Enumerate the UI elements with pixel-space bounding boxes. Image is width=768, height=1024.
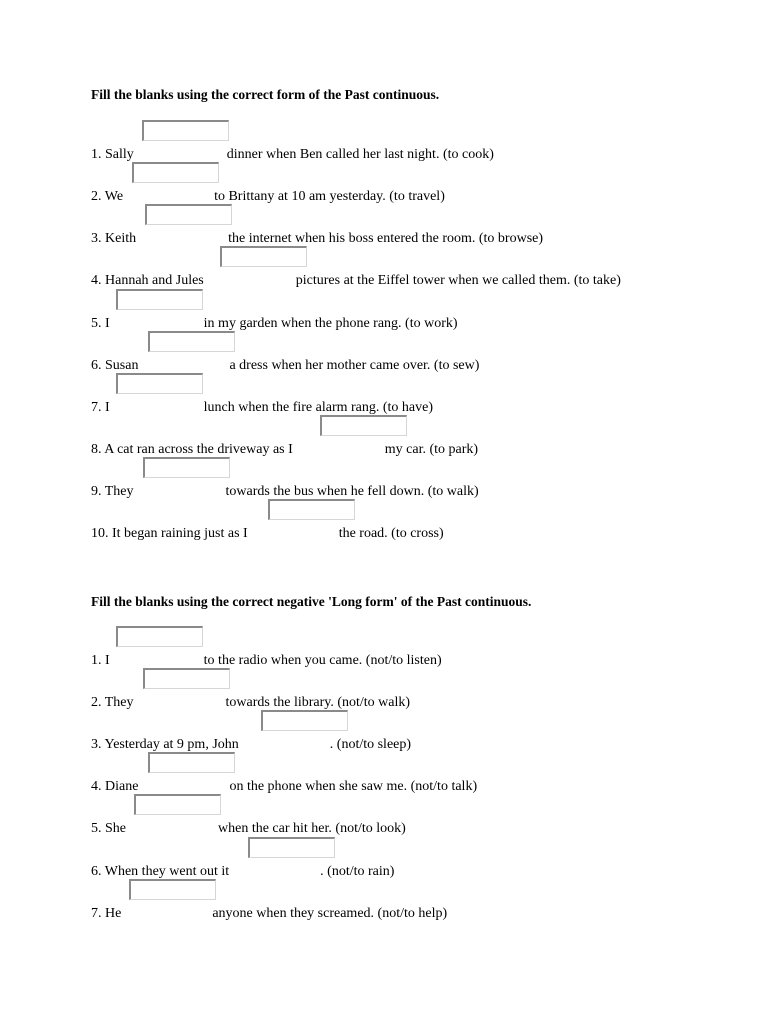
answer-input-2-4[interactable] (148, 752, 235, 773)
exercise-1-item-8 (91, 442, 478, 458)
item-suffix: . (not/to sleep) (329, 737, 412, 752)
item-prefix: 7. He (91, 906, 122, 921)
item-suffix: pictures at the Eiffel tower when we called them. (to take) (295, 273, 621, 288)
exercise-2-item-4 (91, 779, 477, 795)
item-suffix: to Brittany at 10 am yesterday. (to travel) (214, 189, 445, 204)
exercise-2-item-2 (91, 695, 410, 711)
answer-input-1-4[interactable] (220, 246, 307, 267)
item-prefix: 1. Sally (91, 147, 134, 162)
exercise-2-item-1 (91, 653, 442, 669)
answer-input-1-6[interactable] (148, 331, 235, 352)
item-suffix: lunch when the fire alarm rang. (to have) (203, 400, 434, 415)
answer-input-1-10[interactable] (268, 499, 355, 520)
item-prefix: 3. Keith (91, 231, 137, 246)
item-suffix: the road. (to cross) (338, 526, 444, 541)
answer-input-1-8[interactable] (320, 415, 407, 436)
item-prefix: 8. A cat ran across the driveway as I (91, 442, 293, 457)
exercise-2-item-6 (91, 864, 394, 880)
answer-input-1-3[interactable] (145, 204, 232, 225)
item-prefix: 7. I (91, 400, 110, 415)
answer-input-1-7[interactable] (116, 373, 203, 394)
answer-input-2-1[interactable] (116, 626, 203, 647)
exercise-2-item-5 (91, 821, 406, 837)
exercise-1-item-1 (91, 147, 494, 163)
item-suffix: in my garden when the phone rang. (to work) (203, 316, 458, 331)
item-prefix: 5. She (91, 821, 126, 836)
item-suffix: to the radio when you came. (not/to listen) (203, 653, 442, 668)
answer-input-2-6[interactable] (248, 837, 335, 858)
item-suffix: dinner when Ben called her last night. (to cook) (226, 147, 494, 162)
exercise-1-item-4 (91, 273, 621, 289)
exercise-1-item-9 (91, 484, 479, 500)
exercise-2-item-7 (91, 906, 447, 922)
item-prefix: 10. It began raining just as I (91, 526, 248, 541)
item-prefix: 3. Yesterday at 9 pm, John (91, 737, 239, 752)
exercise-1-item-3 (91, 231, 543, 247)
answer-input-2-3[interactable] (261, 710, 348, 731)
item-suffix: on the phone when she saw me. (not/to talk) (229, 779, 478, 794)
exercise-1-item-6 (91, 358, 479, 374)
item-prefix: 5. I (91, 316, 110, 331)
item-suffix: towards the library. (not/to walk) (225, 695, 411, 710)
item-suffix: anyone when they screamed. (not/to help) (212, 906, 448, 921)
answer-input-2-5[interactable] (134, 794, 221, 815)
section-2-heading: Fill the blanks using the correct negative 'Long form' of the Past continuous. (91, 594, 532, 609)
item-prefix: 6. Susan (91, 358, 139, 373)
exercise-2-item-3 (91, 737, 411, 753)
item-prefix: 1. I (91, 653, 110, 668)
exercise-1-item-2 (91, 189, 445, 205)
item-suffix: the internet when his boss entered the room. (to browse) (228, 231, 544, 246)
answer-input-1-2[interactable] (132, 162, 219, 183)
exercise-1-item-10 (91, 526, 444, 542)
item-prefix: 2. They (91, 695, 134, 710)
item-prefix: 4. Diane (91, 779, 139, 794)
exercise-1-item-7 (91, 400, 433, 416)
item-suffix: a dress when her mother came over. (to sew) (229, 358, 480, 373)
answer-input-2-7[interactable] (129, 879, 216, 900)
item-prefix: 9. They (91, 484, 134, 499)
item-prefix: 2. We (91, 189, 124, 204)
item-prefix: 4. Hannah and Jules (91, 273, 204, 288)
item-suffix: my car. (to park) (384, 442, 479, 457)
answer-input-2-2[interactable] (143, 668, 230, 689)
item-suffix: . (not/to rain) (320, 864, 395, 879)
item-suffix: when the car hit her. (not/to look) (218, 821, 406, 836)
section-1-heading: Fill the blanks using the correct form of the Past continuous. (91, 87, 440, 102)
answer-input-1-5[interactable] (116, 289, 203, 310)
answer-input-1-9[interactable] (143, 457, 230, 478)
item-suffix: towards the bus when he fell down. (to walk) (225, 484, 479, 499)
exercise-1-item-5 (91, 316, 458, 332)
item-prefix: 6. When they went out it (91, 864, 230, 879)
answer-input-1-1[interactable] (142, 120, 229, 141)
